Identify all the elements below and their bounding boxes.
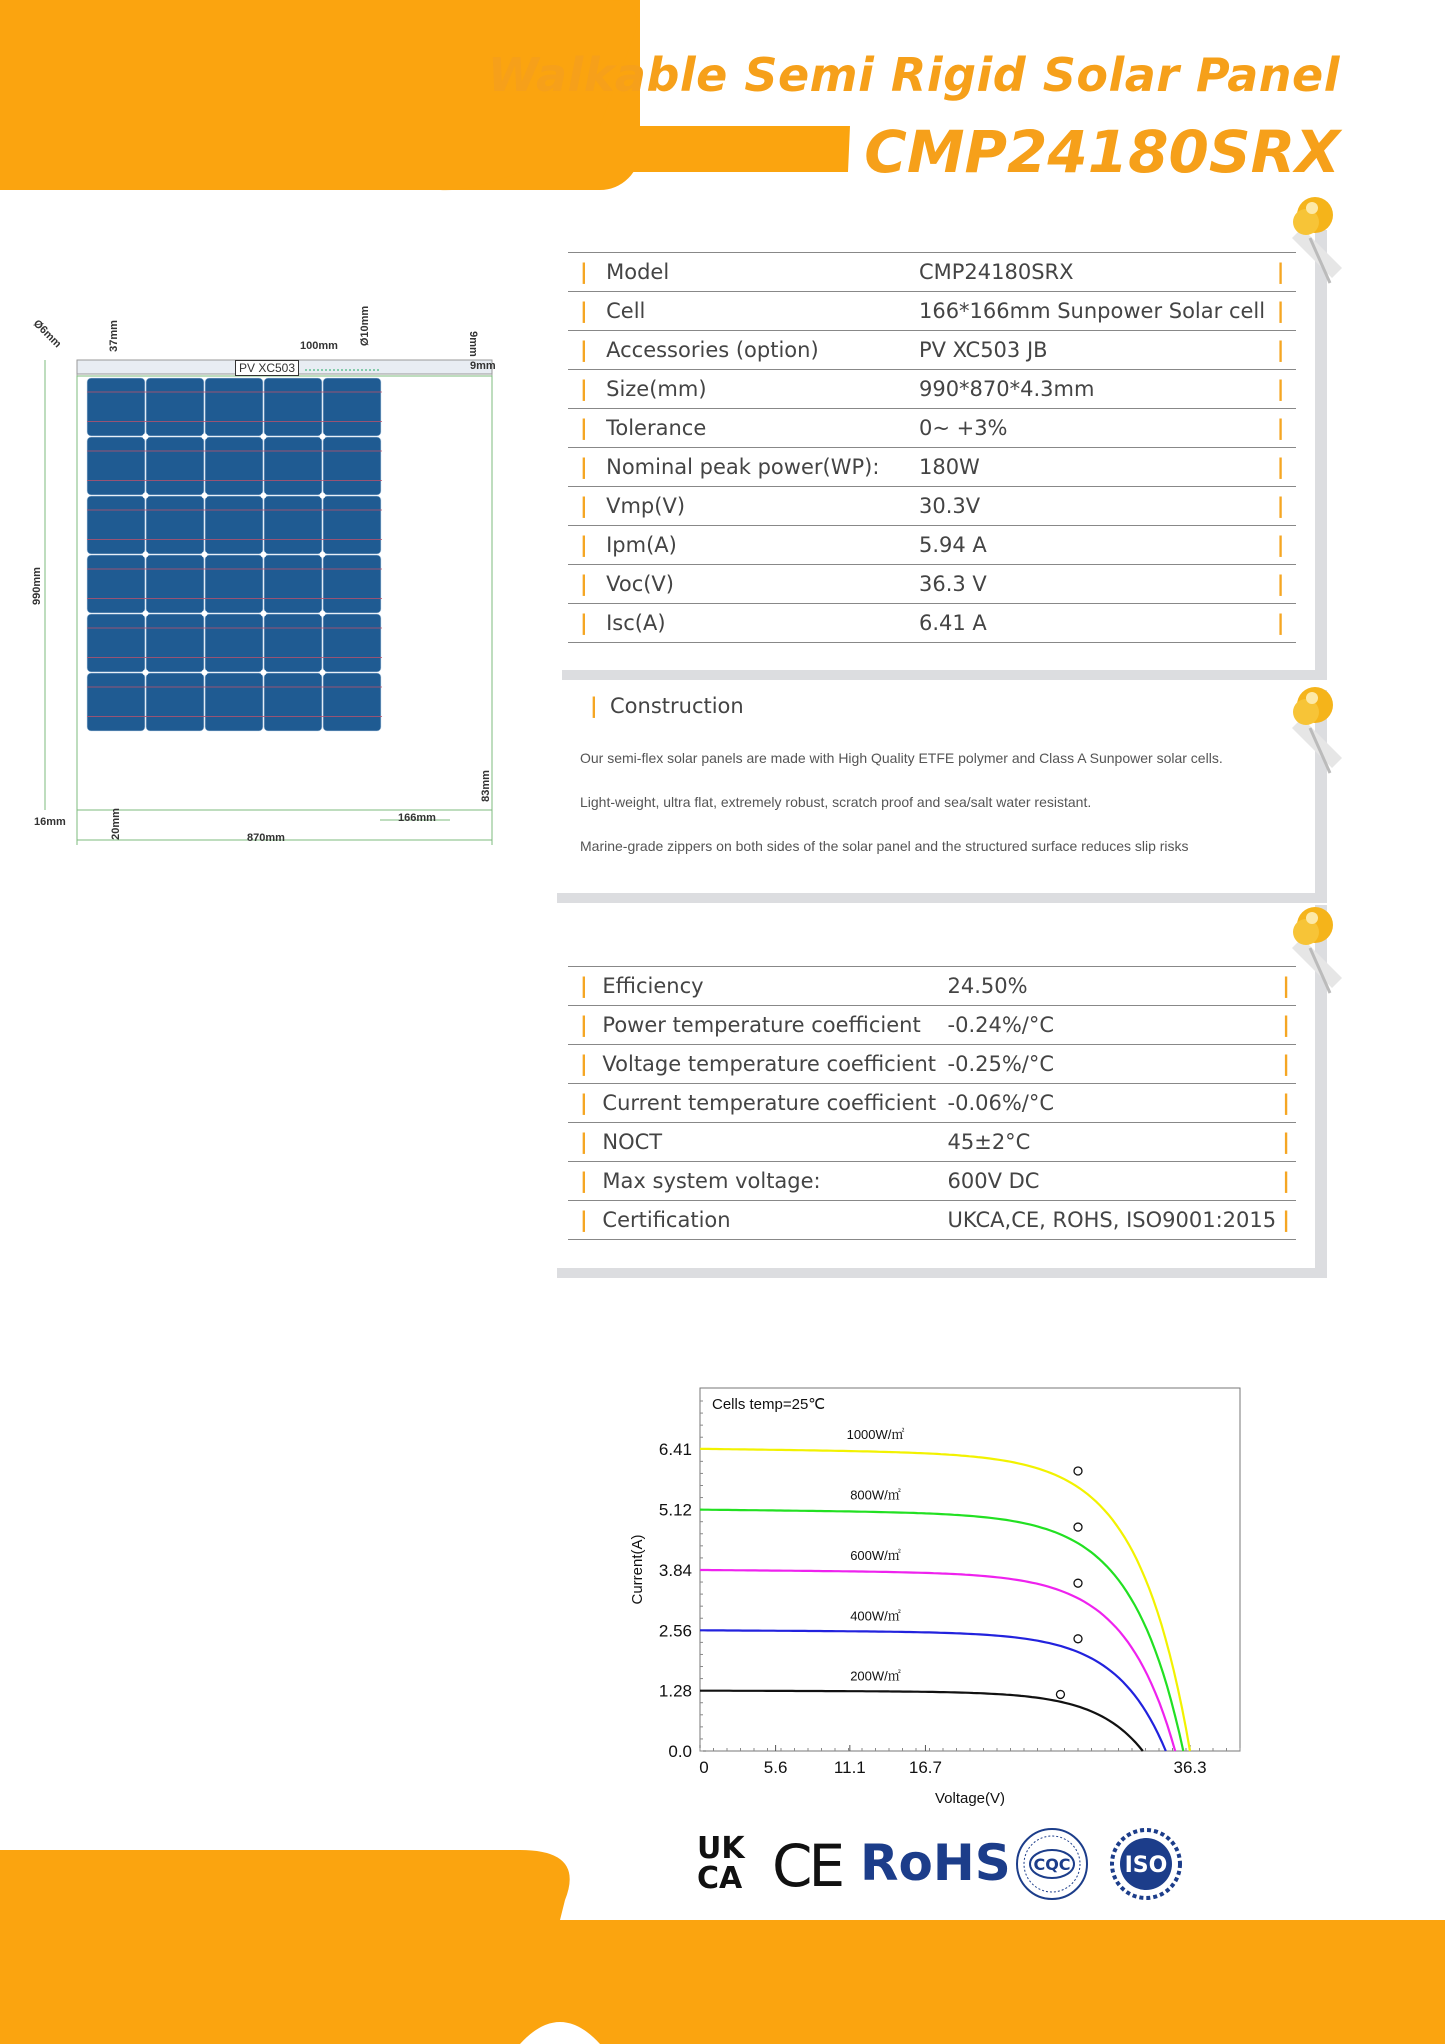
table-row [568, 1162, 1296, 1201]
table-row [568, 1201, 1296, 1240]
table-row [568, 565, 1296, 604]
dim-870mm: 870mm [247, 832, 285, 844]
table-row [568, 526, 1296, 565]
solar-cell [205, 614, 263, 672]
table-row [568, 604, 1296, 643]
cell-joint [261, 434, 267, 440]
dim-9mm-v: 9mm [466, 331, 479, 357]
cell-joint [143, 493, 149, 499]
row-value: 600V DC [948, 1162, 1277, 1201]
row-label: Ipm(A) [606, 526, 919, 565]
row-value: 24.50% [948, 967, 1277, 1006]
solar-cell [205, 496, 263, 554]
x-tick-label: 16.7 [908, 1758, 942, 1777]
table-row [568, 253, 1296, 292]
row-bar-left [568, 253, 606, 292]
row-bar-right: | [1276, 1084, 1296, 1123]
chart-title: Cells temp=25℃ [712, 1396, 826, 1413]
row-bar-left [568, 526, 606, 565]
ce-logo: CE [772, 1832, 842, 1900]
page-title: Walkable Semi Rigid Solar Panel [487, 48, 1340, 102]
series-label: 1000W/㎡ [846, 1426, 905, 1442]
solar-cell [205, 378, 263, 436]
cell-joint [320, 670, 326, 676]
mpp-marker [1074, 1467, 1082, 1475]
table-row [568, 1006, 1296, 1045]
table-row [568, 967, 1296, 1006]
construction-text-3: Marine-grade zippers on both sides of the solar panel and the structured surface reduces slip risks [580, 838, 1189, 854]
x-tick-label: 5.6 [763, 1758, 788, 1777]
solar-cell [146, 555, 204, 613]
construction-heading [578, 694, 744, 718]
cell-joint [202, 670, 208, 676]
row-bar-left [568, 1084, 602, 1123]
row-bar-right: | [1265, 253, 1296, 292]
solar-cell [87, 673, 145, 731]
card1-shadow-bottom [562, 670, 1327, 680]
row-value: PV XC503 JB [919, 331, 1265, 370]
perf-table [568, 966, 1296, 1240]
solar-cell [205, 555, 263, 613]
bar-icon: | [580, 455, 588, 479]
dim-990mm: 990mm [30, 567, 43, 605]
solar-cell [146, 614, 204, 672]
solar-cell [87, 614, 145, 672]
model-code: CMP24180SRX [864, 118, 1340, 186]
row-label: Power temperature coefficient [602, 1006, 947, 1045]
solar-cell [205, 673, 263, 731]
bar-icon: | [580, 533, 588, 557]
cell-joint [143, 611, 149, 617]
row-value: 5.94 A [919, 526, 1265, 565]
y-tick-label: 0.0 [668, 1742, 692, 1761]
cell-joint [261, 670, 267, 676]
row-label: Current temperature coefficient [602, 1084, 947, 1123]
row-label: Nominal peak power(WP): [606, 448, 919, 487]
row-bar-left [568, 967, 602, 1006]
y-tick-label: 3.84 [658, 1560, 692, 1580]
row-value: 30.3V [919, 487, 1265, 526]
bar-icon: | [580, 572, 588, 596]
row-bar-right: | [1265, 565, 1296, 604]
row-bar-right: | [1265, 370, 1296, 409]
row-label: Isc(A) [606, 604, 919, 643]
row-value: -0.06%/°C [948, 1084, 1277, 1123]
solar-cell [146, 378, 204, 436]
bar-icon: | [580, 377, 588, 401]
row-bar-right: | [1265, 331, 1296, 370]
dim-20mm: 20mm [109, 808, 122, 840]
bar-icon: | [580, 1169, 588, 1193]
row-value: 6.41 A [919, 604, 1265, 643]
row-bar-right: | [1265, 292, 1296, 331]
cell-joint [143, 670, 149, 676]
bar-icon: | [580, 974, 588, 998]
construction-text-2: Light-weight, ultra flat, extremely robust, scratch proof and sea/salt water resistant. [580, 794, 1092, 810]
series-label: 600W/㎡ [850, 1547, 901, 1563]
x-tick-label: 11.1 [833, 1758, 866, 1777]
x-tick-label: 36.3 [1173, 1758, 1207, 1777]
solar-cell [146, 437, 204, 495]
cqc-text: CQC [1033, 1855, 1071, 1874]
y-tick-label: 2.56 [658, 1621, 692, 1641]
table-row [568, 331, 1296, 370]
solar-cell [264, 614, 322, 672]
bar-icon: | [580, 1052, 588, 1076]
solar-cell [323, 378, 381, 436]
cell-joint [261, 611, 267, 617]
table-row [568, 448, 1296, 487]
cell-joint [143, 434, 149, 440]
bar-icon: | [580, 611, 588, 635]
row-label: Cell [606, 292, 919, 331]
solar-cell [264, 496, 322, 554]
construction-text-1: Our semi-flex solar panels are made with High Quality ETFE polymer and Class A Sunpower solar cells. [580, 750, 1223, 766]
cell-joint [261, 552, 267, 558]
pushpin-icon-3 [1282, 898, 1352, 1008]
row-bar-right: | [1265, 487, 1296, 526]
row-bar-right: | [1265, 409, 1296, 448]
row-bar-left [568, 292, 606, 331]
solar-cell [205, 437, 263, 495]
row-value: -0.24%/°C [948, 1006, 1277, 1045]
row-label: Voc(V) [606, 565, 919, 604]
table-row [568, 487, 1296, 526]
row-bar-left [568, 565, 606, 604]
row-value: 180W [919, 448, 1265, 487]
solar-cell [323, 614, 381, 672]
dim-6mm: Ø6mm [30, 317, 64, 351]
dim-9mm-h: 9mm [470, 360, 496, 372]
rohs-logo: RoHS [860, 1834, 1011, 1892]
cell-joint [202, 434, 208, 440]
row-bar-left [568, 448, 606, 487]
row-bar-right: | [1276, 1123, 1296, 1162]
row-bar-right: | [1276, 1162, 1296, 1201]
cell-joint [143, 552, 149, 558]
table-row [568, 1123, 1296, 1162]
dim-100mm: 100mm [300, 340, 338, 352]
row-label: Voltage temperature coefficient [602, 1045, 947, 1084]
ukca-top: UK [697, 1831, 745, 1866]
row-bar-left [568, 370, 606, 409]
row-label: Tolerance [606, 409, 919, 448]
row-bar-left [568, 1006, 602, 1045]
solar-cell [264, 378, 322, 436]
dim-10mm: Ø10mm [359, 305, 372, 347]
y-tick-label: 1.28 [658, 1681, 692, 1701]
solar-cell [323, 437, 381, 495]
x-axis-label: Voltage(V) [934, 1790, 1006, 1807]
row-value: -0.25%/°C [948, 1045, 1277, 1084]
bar-icon: | [590, 694, 598, 718]
row-bar-left [568, 1123, 602, 1162]
row-label: Vmp(V) [606, 487, 919, 526]
row-bar-right: | [1265, 448, 1296, 487]
panel-drawing [30, 300, 510, 860]
cell-joint [320, 611, 326, 617]
construction-title: Construction [610, 694, 744, 718]
row-bar-right: | [1276, 1006, 1296, 1045]
row-bar-right: | [1276, 967, 1296, 1006]
row-label: Accessories (option) [606, 331, 919, 370]
pushpin-icon-2 [1282, 678, 1352, 788]
x-tick-label: 0 [699, 1758, 709, 1777]
cell-joint [261, 493, 267, 499]
row-label: Model [606, 253, 919, 292]
bar-icon: | [580, 299, 588, 323]
row-value: 990*870*4.3mm [919, 370, 1265, 409]
row-value: CMP24180SRX [919, 253, 1265, 292]
row-bar-left [568, 604, 606, 643]
cell-joint [202, 611, 208, 617]
row-bar-left [568, 409, 606, 448]
mpp-marker [1056, 1690, 1064, 1698]
solar-cell [87, 437, 145, 495]
row-label: Size(mm) [606, 370, 919, 409]
pv-box-label: PV XC503 [235, 360, 299, 376]
bar-icon: | [580, 494, 588, 518]
cell-joint [202, 552, 208, 558]
y-tick-label: 6.41 [658, 1439, 692, 1459]
row-label: Max system voltage: [602, 1162, 947, 1201]
row-bar-left [568, 487, 606, 526]
bar-icon: | [580, 338, 588, 362]
mpp-marker [1074, 1635, 1082, 1643]
solar-cell [323, 496, 381, 554]
spec-table [568, 252, 1296, 643]
solar-cell [264, 555, 322, 613]
table-row [568, 292, 1296, 331]
dim-16mm: 16mm [34, 816, 66, 828]
bar-icon: | [580, 1208, 588, 1232]
panel-svg [30, 300, 510, 860]
solar-cell [146, 496, 204, 554]
iv-chart [620, 1380, 1250, 1820]
row-value: UKCA,CE, ROHS, ISO9001:2015 [948, 1201, 1277, 1240]
card2-shadow-bottom [557, 893, 1327, 903]
ukca-bottom: CA [697, 1861, 743, 1896]
row-value: 0~ +3% [919, 409, 1265, 448]
table-row [568, 1084, 1296, 1123]
row-bar-right: | [1265, 526, 1296, 565]
bar-icon: | [580, 1130, 588, 1154]
plot-area [700, 1388, 1240, 1751]
row-bar-left [568, 1045, 602, 1084]
table-row [568, 409, 1296, 448]
row-bar-right: | [1276, 1045, 1296, 1084]
mpp-marker [1074, 1523, 1082, 1531]
series-label: 200W/㎡ [850, 1668, 901, 1684]
table-row [568, 370, 1296, 409]
card3-shadow-bottom [557, 1268, 1327, 1278]
bar-icon: | [580, 1091, 588, 1115]
bar-icon: | [580, 260, 588, 284]
row-value: 45±2°C [948, 1123, 1277, 1162]
row-label: Certification [602, 1201, 947, 1240]
y-axis-label: Current(A) [629, 1534, 646, 1605]
y-tick-label: 5.12 [658, 1500, 692, 1520]
dim-166mm: 166mm [398, 812, 436, 824]
bar-icon: | [580, 416, 588, 440]
solar-cell [323, 555, 381, 613]
cell-joint [320, 493, 326, 499]
solar-cell [264, 673, 322, 731]
row-bar-right: | [1265, 604, 1296, 643]
pushpin-icon-1 [1282, 188, 1352, 298]
row-label: Efficiency [602, 967, 947, 1006]
solar-cell [264, 437, 322, 495]
bar-icon: | [580, 1013, 588, 1037]
solar-cell [87, 496, 145, 554]
mpp-marker [1074, 1579, 1082, 1587]
cell-joint [202, 493, 208, 499]
solar-cell [87, 378, 145, 436]
cell-joint [320, 434, 326, 440]
solar-cell [323, 673, 381, 731]
table-row [568, 1045, 1296, 1084]
dim-37mm: 37mm [107, 320, 120, 352]
solar-cell [87, 555, 145, 613]
dim-83mm: 83mm [479, 770, 492, 802]
row-bar-right: | [1276, 1201, 1296, 1240]
footer-band [0, 1850, 1445, 2044]
series-label: 800W/㎡ [850, 1487, 901, 1503]
cell-joint [320, 552, 326, 558]
iso-text: ISO [1124, 1853, 1168, 1878]
row-value: 166*166mm Sunpower Solar cell [919, 292, 1265, 331]
solar-cell [146, 673, 204, 731]
series-label: 400W/㎡ [850, 1608, 901, 1624]
row-label: NOCT [602, 1123, 947, 1162]
row-bar-left [568, 1201, 602, 1240]
row-value: 36.3 V [919, 565, 1265, 604]
row-bar-left [568, 331, 606, 370]
row-bar-left [568, 1162, 602, 1201]
